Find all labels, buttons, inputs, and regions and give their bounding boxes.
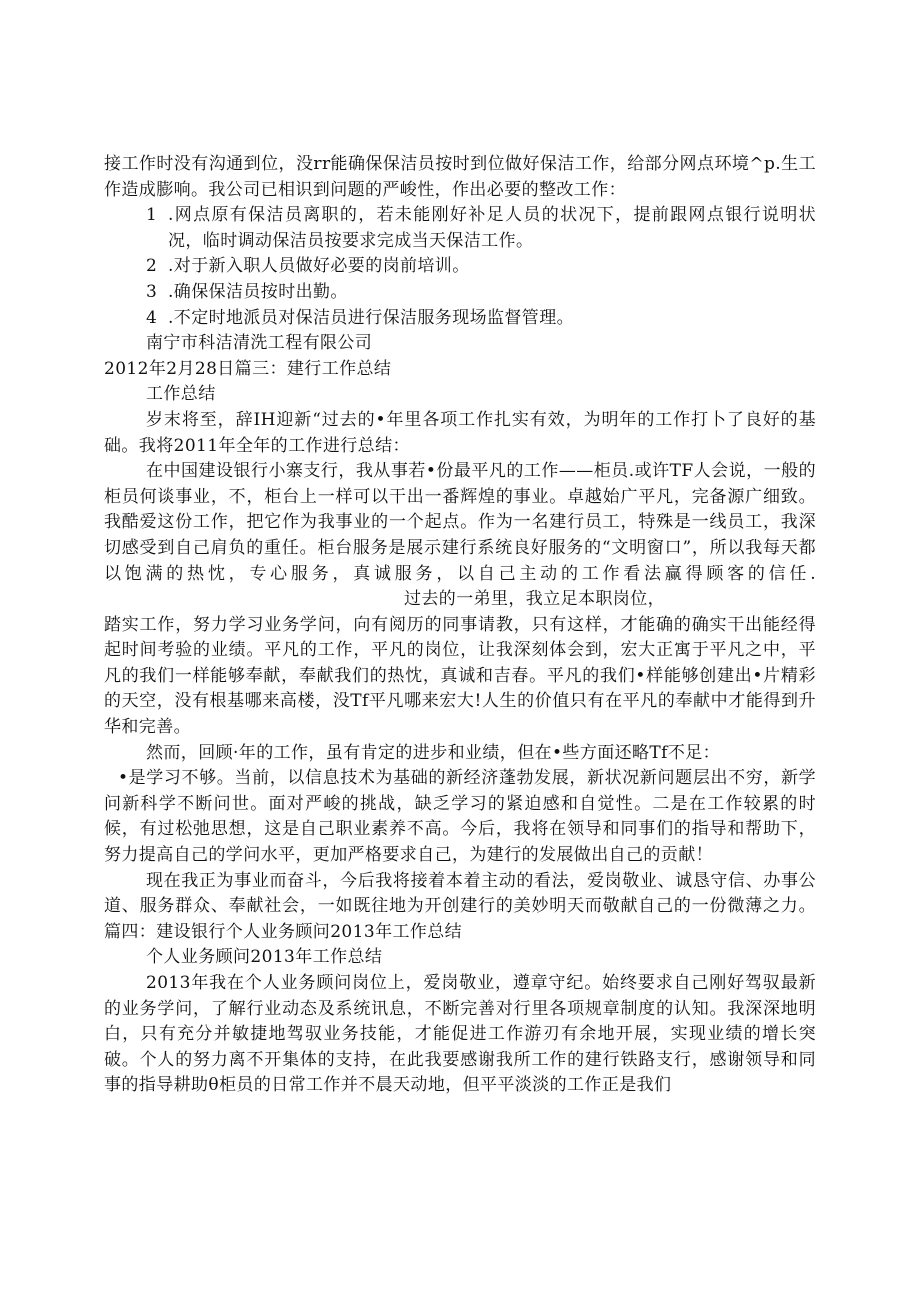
section3-para3: 然而，回顾·年的工作，虽有肯定的进步和业绩，但在•些方面还略Tf不足： xyxy=(146,742,721,763)
list-text: .不定时地派员对保洁员进行保洁服务现场监督管理。 xyxy=(168,307,575,328)
list-text: .确保保洁员按时出勤。 xyxy=(168,281,348,302)
section3-para2-cont: 踏实工作，努力学习业务学问，向有阅历的同事请教，只有这样，才能确的确实干出能经得起时间考验的业绩。平凡的工作，平凡的岗位，让我深刻体会到，宏大正寓于平凡之中，平凡的我们一样能够奉献，奉献我们的热忱，真诚和吉春。平凡的我们•样能够创建出•片精彩的天空，没有根基哪来高楼，没Tf平凡哪来宏大!人生的价值只有在平凡的奉献中才能得到升华和完善。 xyxy=(104,614,816,738)
intro-paragraph: 接工作时没有沟通到位，没rr能确保保洁员按时到位做好保洁工作，给部分网点环境^p.生工作造成膨响。我公司已相识到问题的严峻性，作出必要的整改工作： xyxy=(104,154,816,200)
section4-title: 个人业务顾问2013年工作总结 xyxy=(146,947,383,968)
list-number: 3 xyxy=(146,281,158,302)
section3-para4: •是学习不够。当前，以信息技术为基础的新经济蓬勃发展，新状况新问题层出不穷，新学问新科学不断问世。面对严峻的挑战，缺乏学习的紧迫感和自觉性。二是在工作较累的时候，有过松弛思想，这是自己职业素养不高。今后，我将在领导和同事们的指导和帮助下，努力提高自己的学问水平，更加严格要求自己，为建行的发展做出自己的贡献！ xyxy=(104,768,816,866)
section3-para2-part2: 过去的一弟里，我立足本职岗位， xyxy=(404,589,665,610)
section3-title: 工作总结 xyxy=(146,384,216,405)
list-item xyxy=(104,306,816,332)
section3-para5: 现在我正为事业而奋斗，今后我将接着本着主动的看法，爱岗敬业、诚恳守信、办事公道、服务群众、奉献社会，一如既往地为开创建行的美妙明天而敬献自己的一份微薄之力。篇四：建设银行个人业务顾问2013年工作总结 xyxy=(104,870,816,942)
list-item xyxy=(104,280,816,306)
section3-para2 xyxy=(104,459,816,613)
list-number: 2 xyxy=(146,256,158,277)
document-page xyxy=(104,152,816,1099)
measures-list xyxy=(104,203,816,331)
list-item xyxy=(104,254,816,280)
list-item xyxy=(104,203,816,254)
signature-date-and-section: 2012年2月28日篇三：建行工作总结 xyxy=(104,358,392,379)
section3-para2-part1: 在中国建设银行小寨支行，我从事若•份最平凡的工作——柜员.或许TF人会说，一般的柜员何谈事业，不，柜台上一样可以干出一番辉煌的事业。卓越始广平凡，完备源广细致。我酷爱这份工作，把它作为我事业的一个起点。作为一名建行员工，特殊是一线员工，我深切感受到自己肩负的重任。柜台服务是展示建行系统良好服务的“文明窗口”，所以我每天都以饱满的热忱，专心服务，真诚服务，以自己主动的工作看法赢得顾客的信任. xyxy=(104,461,816,584)
signature-company: 南宁市科洁清洗工程有限公司 xyxy=(146,333,373,354)
list-text: .网点原有保洁员离职的，若未能刚好补足人员的状况下，提前跟网点银行说明状况，临时调动保洁员按要求完成当天保洁工作。 xyxy=(168,205,816,251)
section4-para1: 2013年我在个人业务顾问岗位上，爱岗敬业，遵章守纪。始终要求自己刚好驾驭最新的业务学问，了解行业动态及系统讯息，不断完善对行里各项规章制度的认知。我深深地明白，只有充分并敏捷地驾驭业务技能，才能促进工作游刃有余地开展，实现业绩的增长突破。个人的努力离不开集体的支持，在此我要感谢我所工作的建行铁路支行，感谢领导和同事的指导耕助θ柜员的日常工作并不晨天动地，但平平淡淡的工作正是我们 xyxy=(104,973,816,1096)
section3-para1: 岁末将至，辞IH迎新“过去的•年里各项工作扎实有效，为明年的工作打卜了良好的基础。我将2011年全年的工作进行总结： xyxy=(104,409,816,456)
list-number: 4 xyxy=(146,307,158,328)
list-text: .对于新入职人员做好必要的岗前培训。 xyxy=(168,256,470,277)
list-number: 1 xyxy=(146,205,158,226)
